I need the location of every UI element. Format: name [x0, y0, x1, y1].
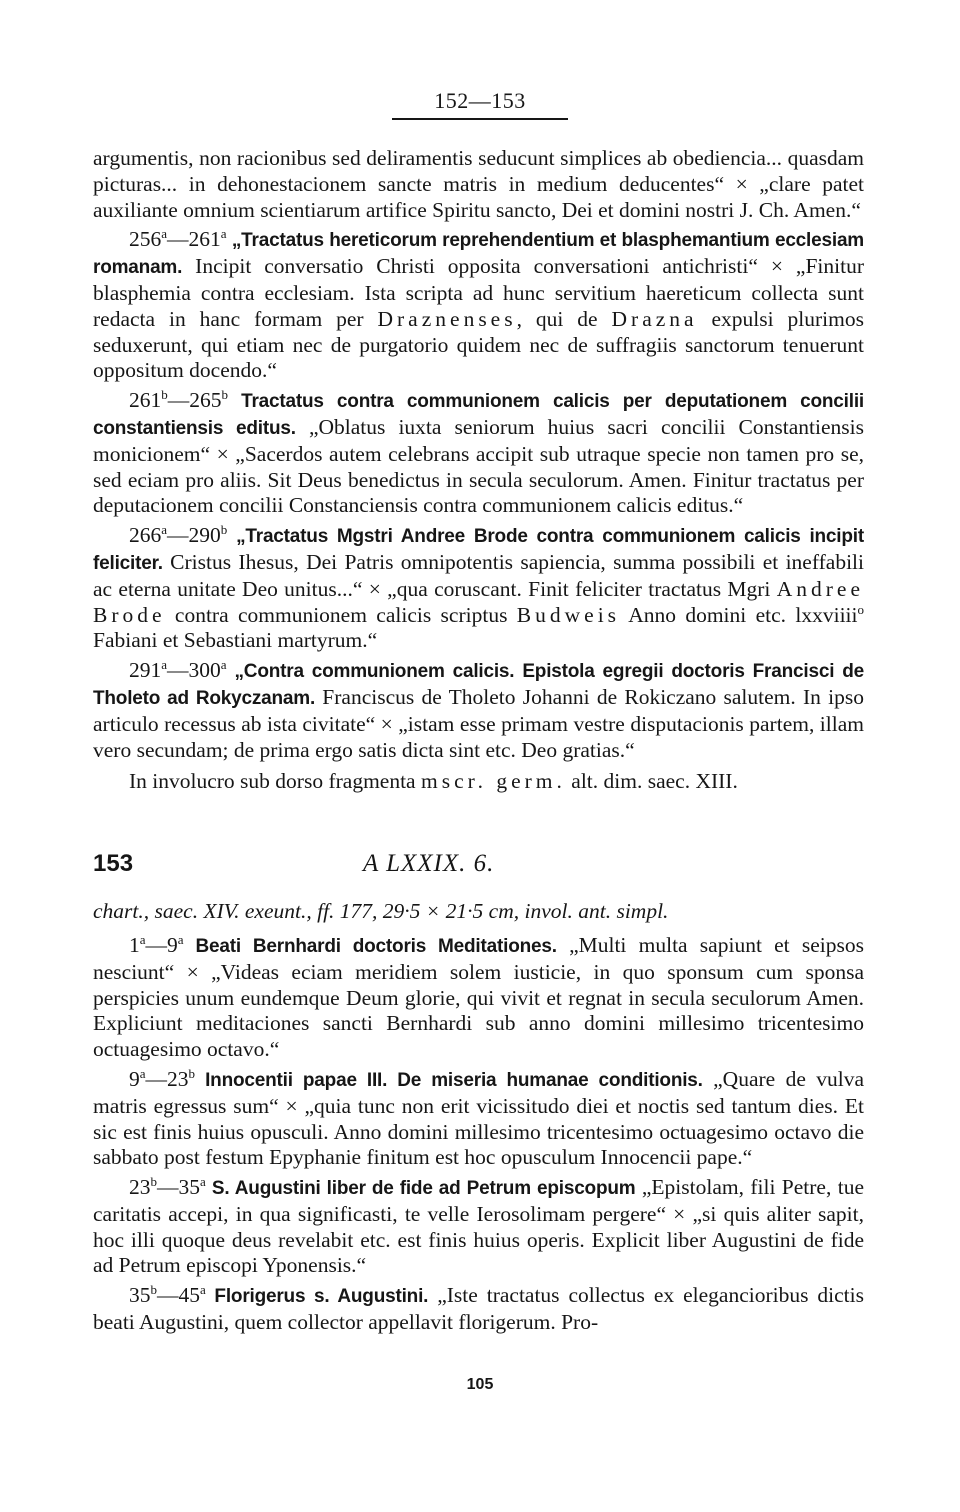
shelf-signature: A LXXIX. 6. [363, 850, 495, 878]
folio-start: 291 [129, 658, 162, 683]
item-title: Beati Bernhardi doctoris Meditationes. [183, 935, 557, 957]
item-title: Innocentii papae III. De miseria humanae conditionis. [195, 1069, 703, 1091]
folio-end: 9 [167, 932, 178, 957]
paragraph-continuation: argumentis, non racionibus sed deliramentis seducunt simplices ab obediencia... quasdam picturas... in dehonestacionem sancte matris in medium deducentes“ × „clare patet auxiliante omnium scientiarum artifice Spiritu sancto, Dei et domini nostri J. Ch. Amen.“ [93, 146, 864, 222]
running-header: 152—153 [434, 88, 526, 113]
folio-end: 35 [178, 1175, 200, 1200]
item-title: S. Augustini liber de fide ad Petrum episcopum [205, 1178, 636, 1200]
folio-end: 45 [178, 1283, 200, 1308]
item-266a-290b: 266$^a$—290$^b$ „Tractatus Mgstri Andree Brode contra communionem calicis incipit feliciter. Cristus Ihesus, Dei Patris omnipotentis sapiencia, summa possibili et ineffabili ac eterna unitate Deo unitus...“ × „qua coruscant. Finit feliciter tractatus Mgri Andree Brode contra communionem calicis scriptus Budweis Anno domini etc. lxxviiii$^o$ Fabiani et Sebastiani martyrum.“ [93, 522, 865, 653]
catalog-text [93, 146, 864, 1340]
folio-start: 23 [129, 1175, 151, 1200]
folio-end: 23 [167, 1066, 189, 1091]
folio-end: 300 [188, 658, 221, 683]
item-title: „Tractatus hereticorum reprehendentium et blasphemantium ecclesiam romanam. [93, 230, 864, 279]
item-291a-300a: 291$^a$—300$^a$ „Contra communionem calicis. Epistola egregii doctoris Francisci de Tholeto ad Rokyczanam. Franciscus de Tholeto Johanni de Rokiczano salutem. In ipso articulo recessus ab ista civitate“ × „istam esse primam vestre disputacionis partem, illam vero secundam; de prima ergo satis dicta sint etc. Deo gratias.“ [93, 656, 864, 762]
item-title: Florigerus s. Augustini. [205, 1286, 429, 1308]
item-23b-35a: 23$^b$—35$^a$ S. Augustini liber de fide ad Petrum episcopum „Epistolam, fili Petre, tue caritatis accepi, in qua significasti, te velle Ierosolimam pergere“ × „si quis aliter sapit, hoc illi quoque deus revelabit etc. est finis huius operis. Explicit liber Augustini de fide ad Petrum episcopi Yponensis.“ [93, 1173, 864, 1278]
folio-start: 35 [129, 1283, 151, 1308]
item-1a-9a: 1$^a$—9$^a$ Beati Bernhardi doctoris Meditationes. „Multi multa sapiunt et seipsos nesciunt“ × „Videas eciam meridiem solem iusticie, in quo sponsum cum sponsa perspicies unum eundemque Deum glorie, qui vivit et regnat in secula seculorum Amen. Expliciunt meditaciones sancti Bernhardi sub anno domini millesimo tricentesimo octuagesimo octavo.“ [93, 931, 864, 1062]
physical-description: chart., saec. XIV. exeunt., ff. 177, 29·5 × 21·5 cm, invol. ant. simpl. [93, 899, 669, 924]
folio-end: 261 [188, 227, 221, 252]
folio-start: 9 [129, 1066, 140, 1091]
folio-start: 256 [129, 227, 162, 252]
folio-start: 266 [129, 523, 162, 548]
item-title: „Tractatus Mgstri Andree Brode contra communionem calicis incipit feliciter. [93, 526, 864, 574]
header-rule [392, 118, 568, 120]
folio-end: 290 [188, 523, 221, 548]
page-number: 105 [466, 1376, 494, 1393]
item-35b-45a: 35$^b$—45$^a$ Florigerus s. Augustini. „Iste tractatus collectus ex elegancioribus dictis beati Augustini, quem collector appellavit florigerum. Pro- [93, 1282, 864, 1335]
item-261b-265b: 261$^b$—265$^b$ Tractatus contra communionem calicis per deputationem concilii constantiensis editus. „Oblatus iuxta seniorum huius sacri concilii Constantiensis monicionem“ × „Sacerdos autem celebrans accipit sub utraque specie non tamen pro se, sed eciam pro aliis. Sit Deus benedictus in secula seculorum. Amen. Finitur tractatus per deputacionem concilii Constanciensis contra communionem calicis editus.“ [93, 387, 864, 518]
item-title: „Contra communionem calicis. Epistola egregii doctoris Francisci de Tholeto ad Rokyczanam. [93, 661, 864, 709]
folio-start: 261 [129, 388, 162, 413]
item-9a-23b: 9$^a$—23$^b$ Innocentii papae III. De miseria humanae conditionis. „Quare de vulva matris egressus sum“ × „quia tunc non erit vicissitudo diei et noctis sed tantum dies. Et sic est finis huius opusculi. Anno domini millesimo tricentesimo octuagesimo octavo die sabbato post festum Epyphanie finitum est hoc opusculum Innocencii pape.“ [93, 1065, 864, 1170]
item-256a-261a: 256$^a$—261$^a$ „Tractatus hereticorum reprehendentium et blasphemantium ecclesiam romanam. Incipit conversatio Christi opposita conversationi antichristi“ × „Finitur blasphemia contra ecclesiam. Ista scripta ad hunc servitium haereticum collecta sunt redacta in hanc formam per Draznenses, qui de Drazna expulsi plurimos seduxerunt, qui etiam nec de purgatorio quidem nec de suffragiis sanctorum tenuerunt oppositum docendo.“ [93, 226, 864, 383]
item-title: Tractatus contra communionem calicis per deputationem concilii constantiensis editus. [93, 391, 864, 439]
binding-note: In involucro sub dorso fragmenta mscr. germ. alt. dim. saec. XIII. [129, 769, 738, 794]
folio-end: 265 [189, 388, 222, 413]
entry-number: 153 [93, 850, 134, 878]
folio-start: 1 [129, 932, 140, 957]
entry-heading [93, 851, 864, 883]
